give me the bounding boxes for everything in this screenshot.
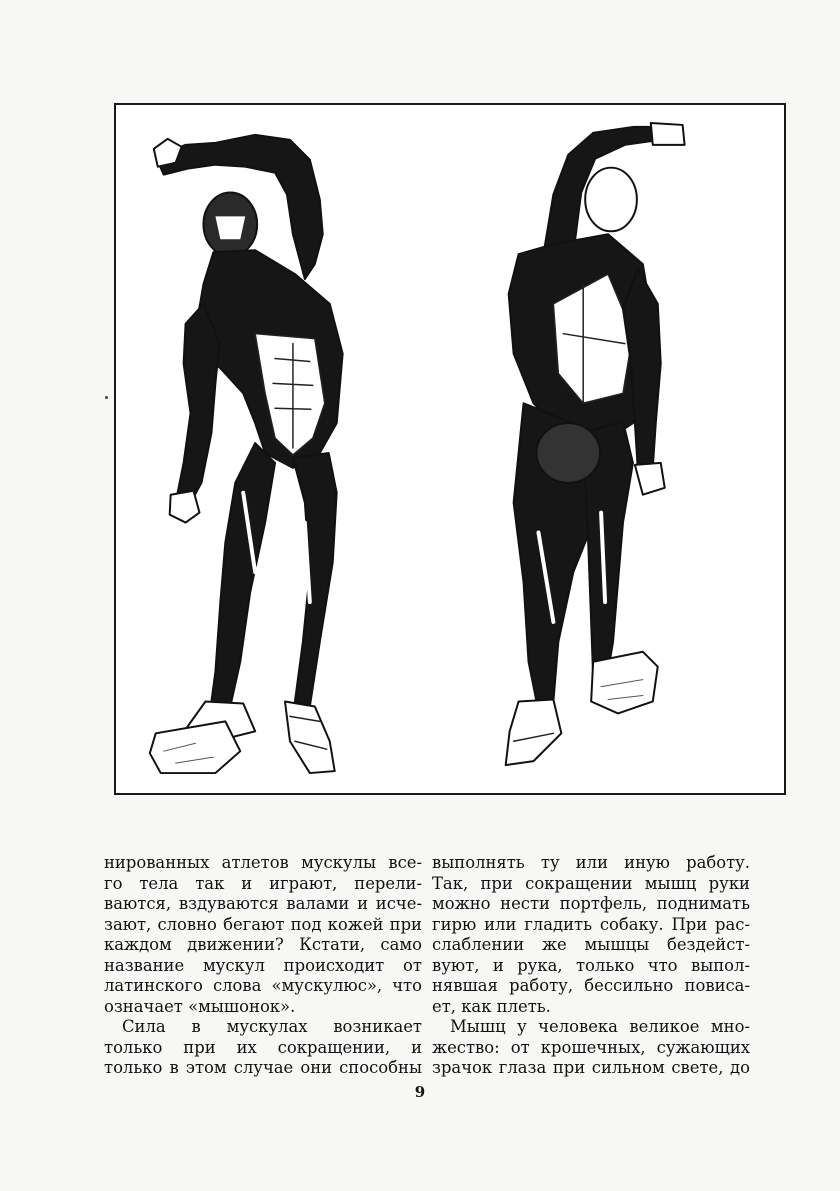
front-muscle-figure [150, 135, 343, 773]
print-speck [105, 396, 108, 399]
anatomy-illustration [114, 103, 786, 795]
page-number: 9 [414, 1083, 426, 1101]
text-line: только в этом случае они способны [104, 1058, 422, 1077]
text-line: можно нести портфель, поднимать [432, 894, 750, 913]
text-line: только при их сокращении, и [104, 1037, 422, 1057]
text-line: нированных атлетов мускулы все- [104, 853, 422, 872]
text-line: выполнять ту или иную работу. [432, 853, 750, 872]
text-line: го тела так и играют, перели- [104, 873, 422, 893]
text-line: зают, словно бегают под кожей при [104, 914, 422, 934]
text-line: ваются, вздуваются валами и исче- [104, 894, 422, 913]
back-muscle-figure [506, 123, 685, 765]
text-column-right [432, 853, 750, 1079]
text-line: слаблении же мышцы бездейст- [432, 935, 750, 954]
text-line: Мышц у человека великое мно- [450, 1017, 750, 1036]
text-line: Так, при сокращении мышц руки [432, 873, 750, 893]
text-line: латинского слова «мускулюс», что [104, 976, 422, 995]
text-line: вуют, и рука, только что выпол- [432, 955, 750, 975]
text-column-left [104, 853, 422, 1079]
text-line: Сила в мускулах возникает [122, 1017, 422, 1036]
text-line: жество: от крошечных, сужающих [432, 1037, 750, 1057]
text-line: означает «мышонок». [104, 996, 296, 1016]
text-line: гирю или гладить собаку. При рас- [432, 914, 750, 934]
text-line: нявшая работу, бессильно повиса- [432, 976, 750, 995]
text-line: зрачок глаза при сильном свете, до [432, 1058, 750, 1077]
text-line: каждом движении? Кстати, само [104, 935, 422, 954]
text-line: название мускул происходит от [104, 955, 422, 975]
muscle-figures-drawing [116, 105, 784, 793]
text-line: ет, как плеть. [432, 996, 551, 1016]
